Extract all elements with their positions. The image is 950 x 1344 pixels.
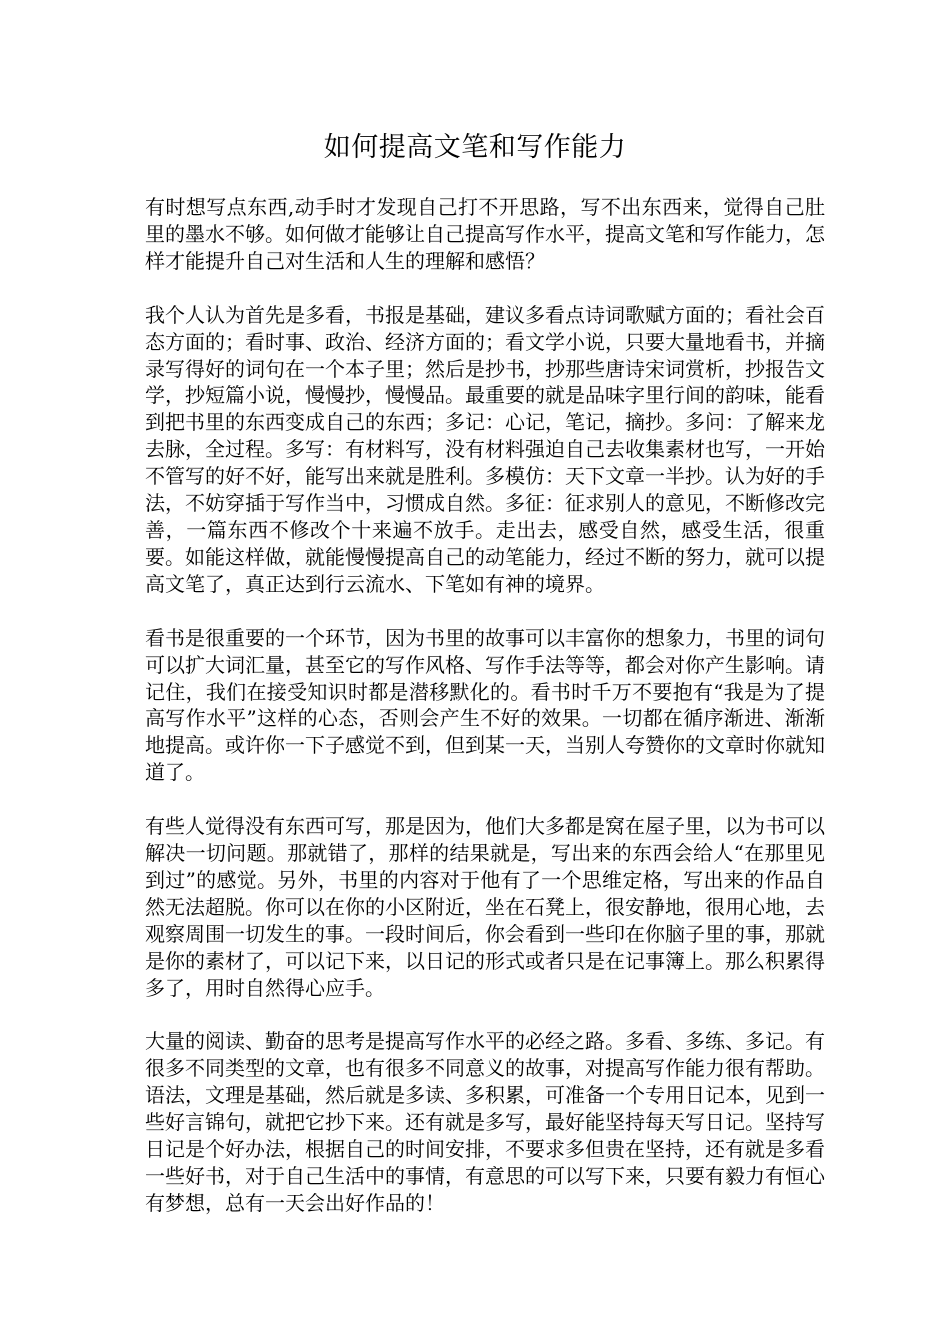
paragraph-5: 大量的阅读、勤奋的思考是提高写作水平的必经之路。多看、多练、多记。有很多不同类型的文章，也有很多不同意义的故事，对提高写作能力很有帮助。语法，文理是基础，然后就是多读、多积累，可准备一个专用日记本，见到一些好言锦句，就把它抄下来。还有就是多写，最好能坚持每天写日记。坚持写日记是个好办法，根据自己的时间安排，不要求多但贵在坚持，还有就是多看一些好书，对于自己生活中的事情，有意思的可以写下来，只要有毅力有恒心有梦想，总有一天会出好作品的！ [145,1029,825,1215]
paragraph-4: 有些人觉得没有东西可写，那是因为，他们大多都是窝在屋子里，以为书可以解决一切问题。那就错了，那样的结果就是，写出来的东西会给人“在那里见到过”的感觉。另外，书里的内容对于他有了一个思维定格，写出来的作品自然无法超脱。你可以在你的小区附近，坐在石凳上，很安静地，很用心地，去观察周围一切发生的事。一段时间后，你会看到一些印在你脑子里的事，那就是你的素材了，可以记下来，以日记的形式或者只是在记事簿上。那么积累得多了，用时自然得心应手。 [145,814,825,1000]
paragraph-2: 我个人认为首先是多看，书报是基础，建议多看点诗词歌赋方面的；看社会百态方面的；看时事、政治、经济方面的；看文学小说，只要大量地看书，并摘录写得好的词句在一个本子里；然后是抄书，抄那些唐诗宋词赏析，抄报告文学，抄短篇小说，慢慢抄，慢慢品。最重要的就是品味字里行间的韵味，能看到把书里的东西变成自己的东西；多记：心记，笔记，摘抄。多问：了解来龙去脉，全过程。多写：有材料写，没有材料强迫自己去收集素材也写，一开始不管写的好不好，能写出来就是胜利。多模仿：天下文章一半抄。认为好的手法，不妨穿插于写作当中，习惯成自然。多征：征求别人的意见，不断修改完善，一篇东西不修改个十来遍不放手。走出去，感受自然，感受生活，很重要。如能这样做，就能慢慢提高自己的动笔能力，经过不断的努力，就可以提高文笔了，真正达到行云流水、下笔如有神的境界。 [145,302,825,596]
page-title: 如何提高文笔和写作能力 [323,132,627,163]
paragraph-3: 看书是很重要的一个环节，因为书里的故事可以丰富你的想象力，书里的词句可以扩大词汇量，甚至它的写作风格、写作手法等等，都会对你产生影响。请记住，我们在接受知识时都是潜移默化的。看书时千万不要抱有“我是为了提高写作水平”这样的心态，否则会产生不好的效果。一切都在循序渐进、渐渐地提高。或许你一下子感觉不到，但到某一天，当别人夸赞你的文章时你就知道了。 [145,625,825,785]
article-body [145,194,825,1244]
paragraph-1: 有时想写点东西,动手时才发现自己打不开思路，写不出东西来，觉得自己肚里的墨水不够。如何做才能够让自己提高写作水平，提高文笔和写作能力，怎样才能提升自己对生活和人生的理解和感悟？ [145,195,825,273]
